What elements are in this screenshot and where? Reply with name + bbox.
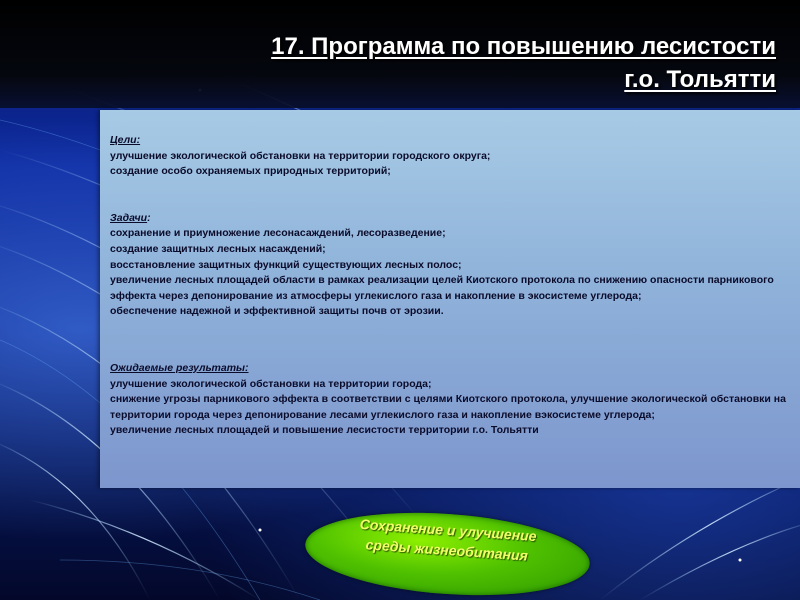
goal-item: создание особо охраняемых природных территорий; (110, 165, 391, 178)
content-text (110, 133, 790, 439)
slide-title (176, 30, 776, 96)
tasks-heading: Задачи (110, 211, 148, 224)
results-heading: Ожидаемые результаты: (110, 361, 249, 374)
tasks-heading-row (110, 211, 790, 227)
slide-title-line-2: г.о. Тольятти (624, 66, 776, 93)
task-item: увеличение лесных площадей области в рамках реализации целей Киотского протокола по снижению опасности парникового эффекта через депонирование из атмосферы углекислого газа и накопление в экосистеме углерода; (110, 274, 774, 302)
badge-line-2: среды жизнеобитания (365, 536, 529, 564)
task-item: сохранение и приумножение лесонасаждений, лесоразведение; (110, 227, 446, 240)
goal-item: улучшение экологической обстановки на территории городского округа; (110, 149, 491, 162)
slide-title-line-1: 17. Программа по повышению лесистости (271, 33, 776, 60)
result-item: улучшение экологической обстановки на территории города; (110, 377, 432, 390)
goals-heading: Цели: (110, 134, 141, 146)
badge-line-1: Сохранение и улучшение (359, 515, 538, 545)
result-item: увеличение лесных площадей и повышение лесистости территории г.о. Тольятти (110, 424, 539, 437)
result-item: снижение угрозы парникового эффекта в соответствии с целями Киотского протокола, улучшение экологической обстановки на территории города через депонирование лесами углекислого газа и накопление вэкосистеме углерода; (110, 393, 786, 421)
task-item: обеспечение надежной и эффективной защиты почв от эрозии. (110, 305, 444, 318)
task-item: создание защитных лесных насаждений; (110, 242, 326, 255)
task-item: восстановление защитных функций существующих лесных полос; (110, 258, 462, 271)
tasks-heading-colon: : (147, 211, 151, 224)
